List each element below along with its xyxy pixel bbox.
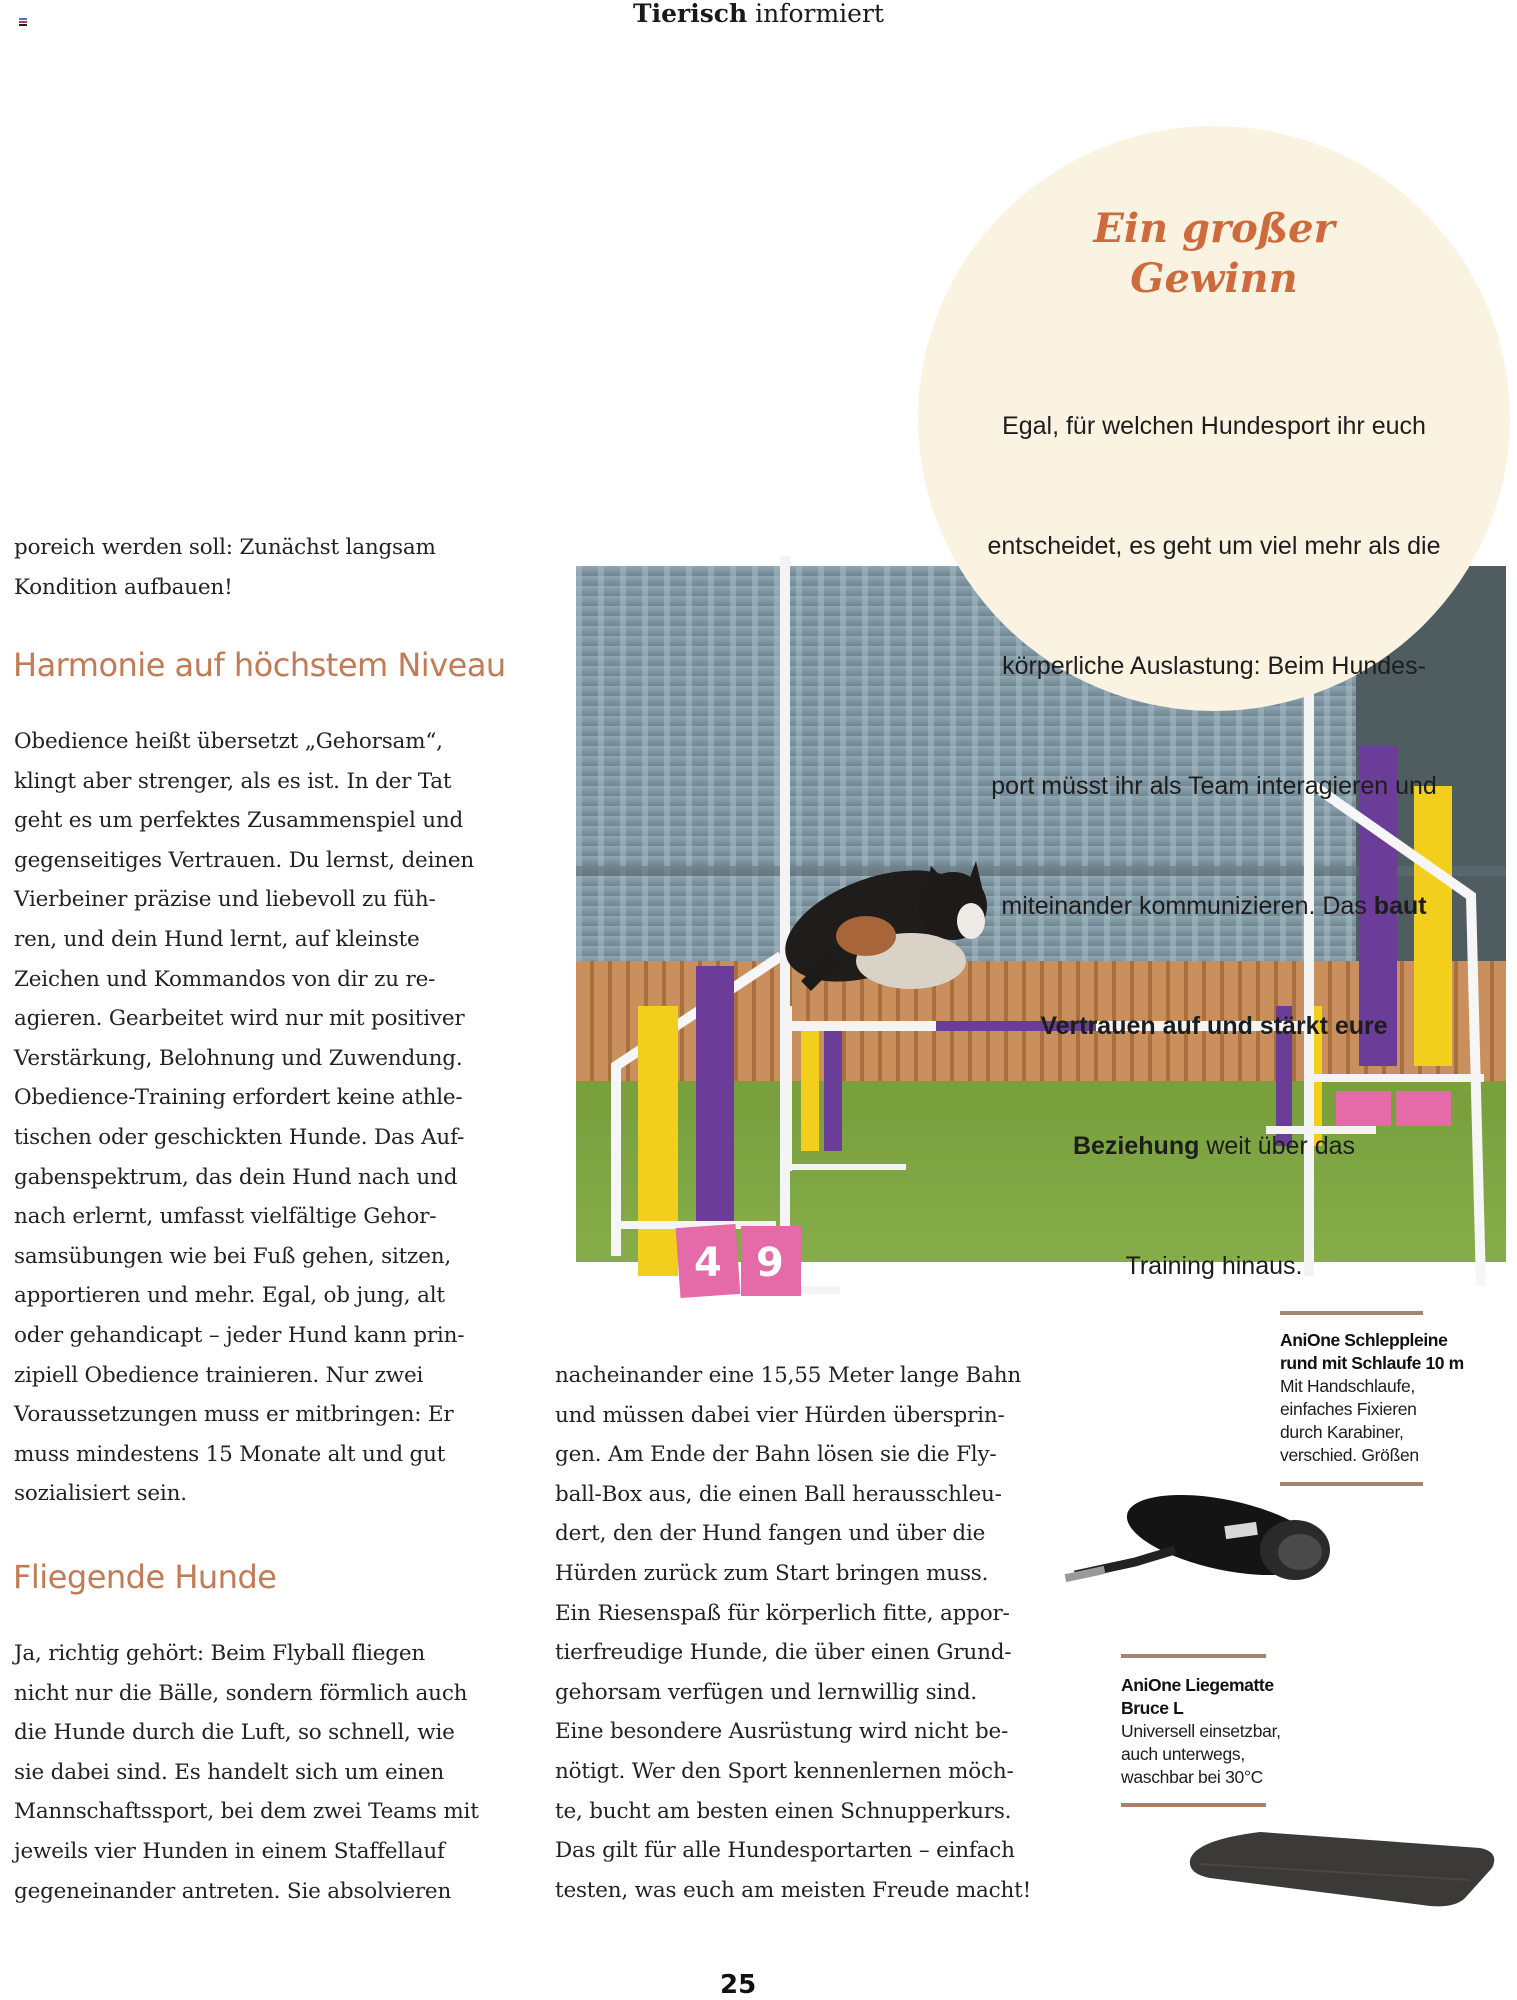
- text-line: agieren. Gearbeitet wird nur mit positiver: [14, 1006, 465, 1032]
- middle-column-body: [555, 1356, 1075, 1910]
- divider: [1121, 1803, 1266, 1807]
- text-line: ren, und dein Hund lernt, auf kleinste: [14, 926, 420, 952]
- jump-marker-number: 4: [694, 1240, 722, 1286]
- text-line: Eine besondere Ausrüstung wird nicht be-: [555, 1719, 1009, 1745]
- text-line: nacheinander eine 15,55 Meter lange Bahn: [555, 1363, 1022, 1388]
- callout-title-line: Ein großer: [1093, 205, 1335, 252]
- page-header: [0, 0, 1517, 30]
- header-title-light: informiert: [755, 0, 884, 28]
- text-line: sie dabei sind. Es handelt sich um einen: [14, 1759, 445, 1785]
- text-line: Zeichen und Kommandos von dir zu re-: [14, 966, 436, 992]
- text-line: Das gilt für alle Hundesportarten – einfach: [555, 1838, 1015, 1864]
- text-line: nicht nur die Bälle, sondern förmlich auch: [14, 1680, 468, 1706]
- callout-line: miteinander kommunizieren. Das baut: [1001, 892, 1427, 920]
- product-description: Universell einsetzbar, auch unterwegs, waschbar bei 30°C: [1121, 1721, 1281, 1787]
- jump-marker-number: 9: [756, 1240, 784, 1286]
- text-line: sozialisiert sein.: [14, 1481, 187, 1507]
- callout-line: Egal, für welchen Hundesport ihr euch: [1002, 412, 1426, 440]
- text-line: nach erlernt, umfasst vielfältige Gehor-: [14, 1204, 437, 1230]
- leash-product-image: [1055, 1480, 1335, 1595]
- text-line: te, bucht am besten einen Schnupperkurs.: [555, 1798, 1012, 1824]
- text-line: Kondition aufbauen!: [14, 574, 233, 600]
- text-line: gegenseitiges Vertrauen. Du lernst, deinen: [14, 847, 475, 873]
- section-heading-harmonie: Harmonie auf höchstem Niveau: [13, 646, 506, 684]
- text-line: testen, was euch am meisten Freude macht!: [555, 1877, 1032, 1903]
- callout-body: [918, 326, 1510, 1366]
- callout-line: Beziehung weit über das: [1072, 1132, 1356, 1160]
- text-line: geht es um perfektes Zusammenspiel und: [14, 808, 464, 834]
- callout-line: entscheidet, es geht um viel mehr als die: [987, 532, 1441, 560]
- section-body-fliegende-hunde: [14, 1634, 514, 1911]
- callout-line: körperliche Auslastung: Beim Hundes-: [1002, 652, 1426, 680]
- text-line: Hürden zurück zum Start bringen muss.: [555, 1560, 989, 1586]
- section-heading-fliegende-hunde: Fliegende Hunde: [13, 1558, 277, 1596]
- text-line: Voraussetzungen muss er mitbringen: Er: [14, 1402, 454, 1428]
- text-line: und müssen dabei vier Hürden übersprin-: [555, 1402, 1005, 1428]
- text-line: Verstärkung, Belohnung und Zuwendung.: [14, 1045, 463, 1071]
- text-line: gabenspektrum, das dein Hund nach und: [14, 1164, 458, 1190]
- text-line: muss mindestens 15 Monate alt und gut: [14, 1441, 446, 1467]
- text-line: die Hunde durch die Luft, so schnell, wie: [14, 1720, 455, 1746]
- product-title: AniOne Schleppleine rund mit Schlaufe 10 m: [1280, 1330, 1464, 1373]
- left-column-intro: [14, 528, 514, 607]
- text-line: poreich werden soll: Zunächst langsam: [14, 535, 436, 560]
- text-line: apportieren und mehr. Egal, ob jung, alt: [14, 1283, 445, 1309]
- text-line: gen. Am Ende der Bahn lösen sie die Fly-: [555, 1442, 997, 1468]
- text-line: jeweils vier Hunden in einem Staffellauf: [14, 1838, 445, 1864]
- page-number: 25: [720, 1970, 757, 2000]
- text-line: gegeneinander antreten. Sie absolvieren: [14, 1878, 452, 1904]
- product-card-mat: [1121, 1674, 1281, 1789]
- callout-line: Vertrauen auf und stärkt eure: [1040, 1012, 1388, 1040]
- text-line: samsübungen wie bei Fuß gehen, sitzen,: [14, 1243, 451, 1269]
- header-title-bold: Tierisch: [633, 0, 748, 28]
- text-line: Obedience heißt übersetzt „Gehorsam“,: [14, 729, 443, 754]
- callout-title: [918, 204, 1510, 304]
- text-line: Ja, richtig gehört: Beim Flyball fliegen: [14, 1641, 426, 1666]
- mat-product-image: [1180, 1820, 1510, 1920]
- text-line: klingt aber strenger, als es ist. In der Tat: [14, 768, 452, 794]
- section-body-harmonie: [14, 722, 514, 1514]
- text-line: gehorsam verfügen und lernwillig sind.: [555, 1679, 978, 1705]
- text-line: zipiell Obedience trainieren. Nur zwei: [14, 1362, 424, 1388]
- divider: [1280, 1311, 1423, 1315]
- callout-circle: [918, 126, 1510, 1280]
- callout-title-line: Gewinn: [1130, 255, 1298, 302]
- text-line: Mannschaftssport, bei dem zwei Teams mit: [14, 1799, 479, 1825]
- text-line: dert, den der Hund fangen und über die: [555, 1521, 986, 1547]
- product-description: Mit Handschlaufe, einfaches Fixieren durch Karabiner, verschied. Größen: [1280, 1376, 1419, 1465]
- text-line: oder gehandicapt – jeder Hund kann prin-: [14, 1322, 465, 1348]
- text-line: Vierbeiner präzise und liebevoll zu füh-: [14, 887, 436, 913]
- callout-line: Training hinaus.: [1125, 1252, 1303, 1280]
- text-line: tischen oder geschickten Hunde. Das Auf-: [14, 1124, 465, 1150]
- text-line: nötigt. Wer den Sport kennenlernen möch-: [555, 1758, 1014, 1784]
- text-line: Ein Riesenspaß für körperlich fitte, appor-: [555, 1600, 1010, 1626]
- product-title: AniOne Liegematte Bruce L: [1121, 1675, 1274, 1718]
- callout-line: port müsst ihr als Team interagieren und: [991, 772, 1437, 800]
- text-line: Obedience-Training erfordert keine athle-: [14, 1085, 463, 1111]
- text-line: ball-Box aus, die einen Ball herausschleu-: [555, 1481, 1002, 1507]
- text-line: tierfreudige Hunde, die über einen Grund-: [555, 1640, 1012, 1666]
- product-card-leash: [1280, 1329, 1464, 1467]
- divider: [1121, 1654, 1266, 1658]
